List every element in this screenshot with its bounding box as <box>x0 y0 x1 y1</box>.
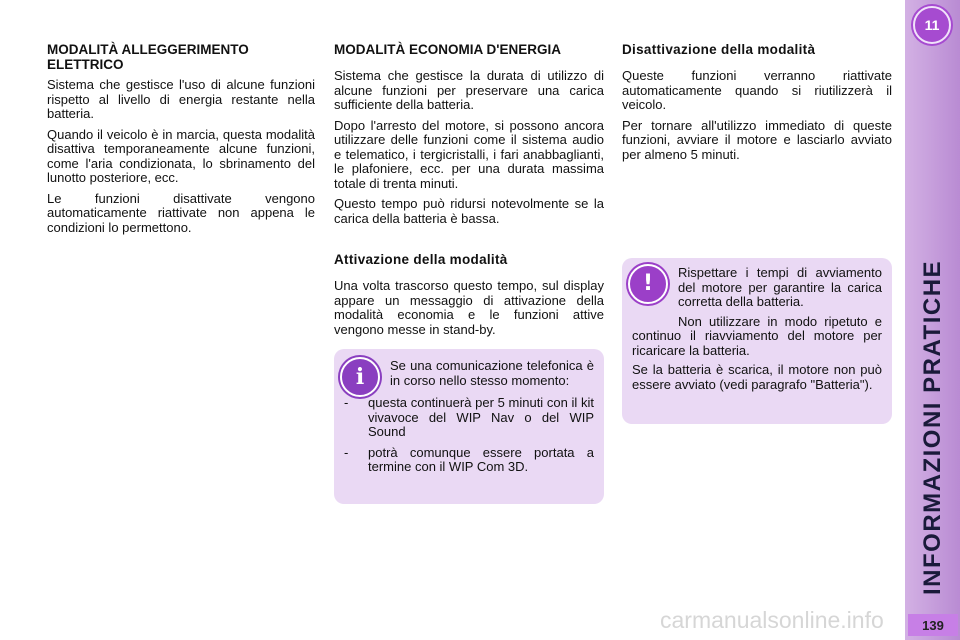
warning-text: Se la batteria è scarica, il motore non può essere avviato (vedi paragrafo "Batteria"). <box>632 362 882 392</box>
paragraph: Per tornare all'utilizzo immediato di queste funzioni, avviare il motore e lasciarlo avviato per almeno 5 minuti. <box>622 117 892 162</box>
paragraph: Questo tempo può ridursi notevolmente se la carica della batteria è bassa. <box>334 196 604 226</box>
chapter-number-badge: 11 <box>913 6 951 44</box>
paragraph: Quando il veicolo è in marcia, questa modalità disattiva temporaneamente alcune funzioni, come l'aria condizionata, lo sbrinamento del lunotto posteriore, ecc. <box>47 126 315 185</box>
paragraph: Le funzioni disattivate vengono automaticamente riattivate non appena le condizioni lo permettono. <box>47 190 315 235</box>
list-item <box>344 396 594 440</box>
paragraph: Sistema che gestisce l'uso di alcune funzioni rispetto al livello di energia restante nella batteria. <box>47 77 315 121</box>
list-dash: - <box>344 395 349 410</box>
info-note-box <box>334 349 604 504</box>
warning-text: Non utilizzare in modo ripetuto e continuo il riavviamento del motore per ricaricare la batteria. <box>632 313 882 358</box>
list-dash: - <box>344 444 349 460</box>
section-heading: MODALITÀ ALLEGGERIMENTO ELETTRICO <box>47 42 249 72</box>
paragraph: Queste funzioni verranno riattivate automaticamente quando si riutilizzerà il veicolo. <box>622 68 892 112</box>
info-intro: Se una comunicazione telefonica è in corso nello stesso momento: <box>390 358 594 388</box>
warning-note-box <box>622 258 892 424</box>
section-disattivazione <box>622 42 892 168</box>
list-item-text: questa continuerà per 5 minuti con il kit vivavoce del WIP Nav o del WIP Sound <box>368 395 594 439</box>
chapter-title: INFORMAZIONI PRATICHE <box>919 259 946 595</box>
section-economia <box>334 42 604 232</box>
warning-text: Rispettare i tempi di avviamento del motore per garantire la carica corretta della batteria. <box>678 265 882 309</box>
page-number: 139 <box>908 614 958 636</box>
section-alleggerimento <box>47 42 315 241</box>
paragraph: Una volta trascorso questo tempo, sul display appare un messaggio di attivazione della modalità economia e le funzioni attive vengono messe in stand-by. <box>334 278 604 337</box>
section-attivazione <box>334 252 604 343</box>
sub-heading: Attivazione della modalità <box>334 252 508 267</box>
list-item <box>344 446 594 475</box>
section-heading: MODALITÀ ECONOMIA D'ENERGIA <box>334 42 561 57</box>
paragraph: Dopo l'arresto del motore, si possono ancora utilizzare delle funzioni come il sistema audio e telematico, i tergicristalli, i fari anabbaglianti, le plafoniere, ecc. per una durata massima totale di trenta minuti. <box>334 117 604 191</box>
watermark: carmanualsonline.info <box>660 607 884 633</box>
warning-icon: ! <box>628 264 668 304</box>
list-item-text: potrà comunque essere portata a termine con il WIP Com 3D. <box>368 444 594 474</box>
info-icon: i <box>340 357 380 397</box>
paragraph: Sistema che gestisce la durata di utilizzo di alcune funzioni per preservare una carica sufficiente della batteria. <box>334 68 604 112</box>
section-heading: Disattivazione della modalità <box>622 42 816 57</box>
